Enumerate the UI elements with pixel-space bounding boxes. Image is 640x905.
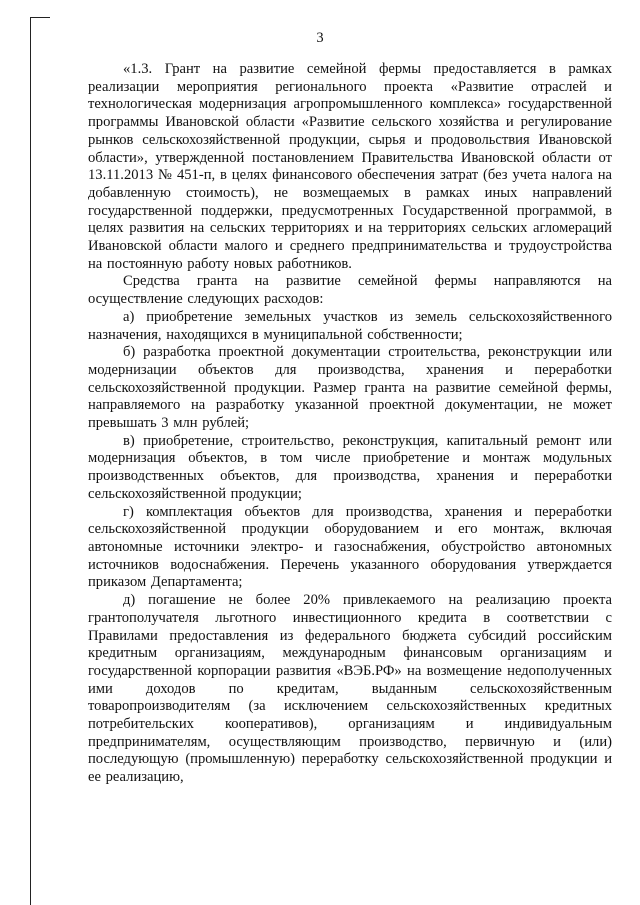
page-number: 3 (316, 30, 324, 46)
document-body (88, 61, 612, 787)
paragraph-funds-purpose: Средства гранта на развитие семейной фермы направляются на осуществление следующих расходов: (88, 273, 612, 308)
paragraph-item-g: г) комплектация объектов для производства, хранения и переработки сельскохозяйственной продукции оборудованием и его монтаж, включая автономные источники электро- и газоснабжения, обустройство автономных источников водоснабжения. Перечень указанного оборудования утверждается приказом Департамента; (88, 503, 612, 591)
paragraph-item-d: д) погашение не более 20% привлекаемого на реализацию проекта грантополучателя льготного инвестиционного кредита в соответствии с Правилами предоставления из федерального бюджета субсидий российским кредитным организациям, международным финансовым организациям и государственной корпорации развития «ВЭБ.РФ» на возмещение недополученных ими доходов по кредитам, выданным сельскохозяйственным товаропроизводителям (за исключением сельскохозяйственных кредитных потребительских кооперативов), организациям и индивидуальным предпринимателям, осуществляющим производство, первичную и (или) последующую (промышленную) переработку сельскохозяйственной продукции и ее реализацию, (88, 592, 612, 786)
paragraph-grant-intro: «1.3. Грант на развитие семейной фермы предоставляется в рамках реализации мероприятия регионального проекта «Развитие отраслей и технологическая модернизация агропромышленного комплекса» государственной программы Ивановской области «Развитие сельского хозяйства и регулирование рынков сельскохозяйственной продукции, сырья и продовольствия Ивановской области», утвержденной постановлением Правительства Ивановской области от 13.11.2013 № 451-п, в целях финансового обеспечения затрат (без учета налога на добавленную стоимость), не возмещаемых в рамках иных направлений государственной поддержки, предусмотренных Государственной программой, в целях развития на сельских территориях и на территориях сельских агломераций Ивановской области малого и среднего предпринимательства и трудоустройства на постоянную работу новых работников. (88, 61, 612, 272)
paragraph-item-b: б) разработка проектной документации строительства, реконструкции или модернизации объектов для производства, хранения и переработки сельскохозяйственной продукции. Размер гранта на развитие семейной фермы, направляемого на разработку указанной проектной документации, не может превышать 3 млн рублей; (88, 344, 612, 432)
page-left-border-line (30, 17, 31, 905)
paragraph-item-a: а) приобретение земельных участков из земель сельскохозяйственного назначения, находящихся в муниципальной собственности; (88, 308, 612, 343)
paragraph-item-v: в) приобретение, строительство, реконструкция, капитальный ремонт или модернизация объектов, в том числе приобретение и монтаж модульных производственных объектов, для производства, хранения и переработки сельскохозяйственной продукции; (88, 432, 612, 502)
page-top-border-line (30, 17, 50, 18)
